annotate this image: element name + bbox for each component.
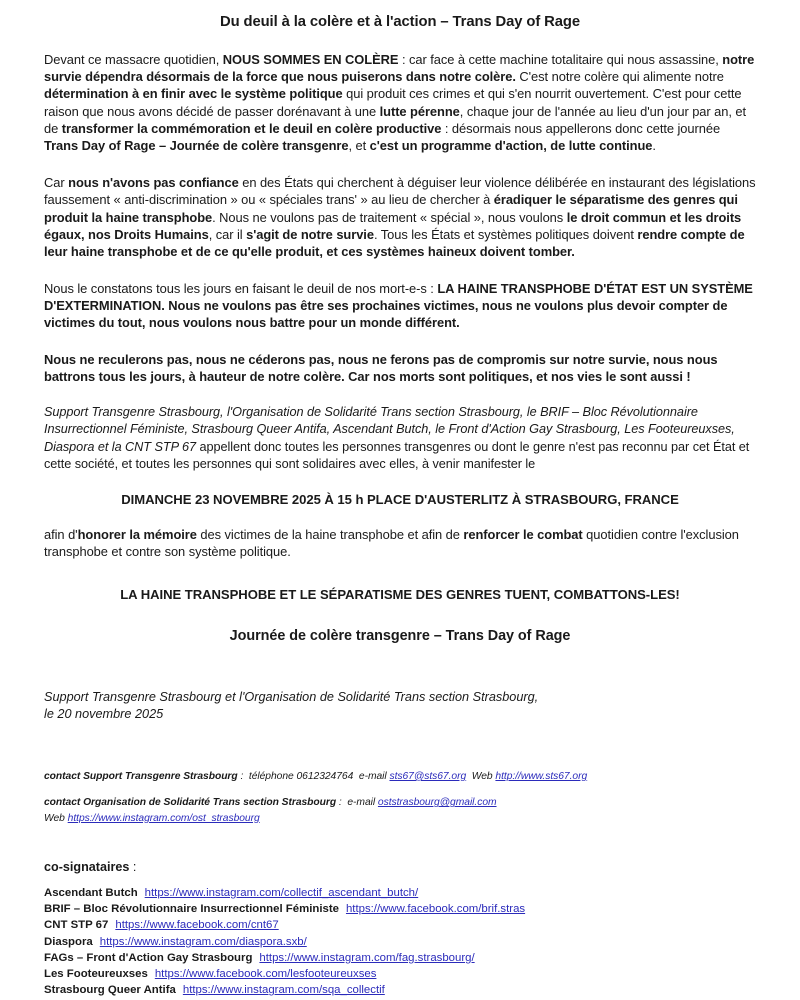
cosignatories-heading-label: co-signataires — [44, 860, 130, 875]
contact-ost-email-link[interactable]: oststrasbourg@gmail.com — [377, 797, 497, 809]
p2-text-5: . Tous les États et systèmes politiques doivent — [373, 226, 638, 242]
p6-text-3: quotidien contre l'exclusion transphobe et contre son système politique. — [44, 527, 739, 560]
contact-ost-colon: : — [336, 797, 342, 809]
contact-sts-email-label: e-mail — [358, 770, 387, 782]
cosignatory-name: Les Footeureuxses — [44, 968, 148, 981]
p2-bold-2: éradiquer le séparatisme des genres qui produit la haine transphobe — [44, 192, 738, 225]
p1-text-7: , et — [348, 138, 370, 154]
contact-sts-web-label: Web — [471, 770, 493, 782]
p1-bold-5: transformer la commémoration et le deuil en colère productive — [61, 121, 442, 137]
cosignatories-list — [44, 885, 756, 998]
p1-text-2: : car face à cette machine totalitaire qui nous assassine, — [398, 51, 723, 67]
p1-text-5: , chaque jour de l'année au lieu d'un jour par an, et de — [44, 103, 747, 137]
list-item — [44, 901, 756, 917]
p6-bold-2: renforcer le combat — [463, 527, 583, 543]
contact-sts-colon: : — [237, 770, 244, 782]
contact-sts — [44, 769, 756, 784]
list-item — [44, 966, 756, 982]
p2-bold-1: nous n'avons pas confiance — [68, 174, 239, 190]
p6-bold-1: honorer la mémoire — [77, 527, 197, 543]
paragraph-haine-etat — [44, 280, 756, 332]
cosignatory-link[interactable]: https://www.instagram.com/diaspora.sxb/ — [99, 935, 307, 948]
p6-text-2: des victimes de la haine transphobe et afin de — [196, 527, 464, 543]
p1-bold-4: lutte pérenne — [379, 103, 460, 119]
p2-text-2: en des États qui cherchent à déguiser leur violence délibérée en instaurant des législations faussement « anti-discrimination » ou « spéciales trans' » au lieu de chercher à — [44, 174, 756, 208]
p1-bold-3: détermination à en finir avec le système politique — [44, 86, 343, 102]
p5-roman-text: appellent donc toutes les personnes transgenres ou dont le genre n'est pas reconnu par cet État et cette société, et toutes les personnes qui sont solidaires avec elles, à venir manifester le — [44, 439, 750, 471]
list-item — [44, 885, 756, 901]
contact-ost-web-label: Web — [44, 812, 65, 824]
p1-bold-6: Trans Day of Rage – Journée de colère transgenre — [44, 138, 349, 154]
cosignatory-name: Ascendant Butch — [44, 887, 138, 900]
cosignatory-link[interactable]: https://www.instagram.com/sqa_collectif — [182, 984, 385, 997]
slogan-line: LA HAINE TRANSPHOBE ET LE SÉPARATISME DES GENRES TUENT, COMBATTONS-LES! — [120, 586, 680, 602]
cosignatories-heading-colon: : — [129, 860, 137, 875]
cosignatory-name: CNT STP 67 — [44, 919, 109, 932]
p3-bold-1: LA HAINE TRANSPHOBE D'ÉTAT EST UN SYSTÈME D'EXTERMINATION. Nous ne voulons pas être ses prochaines victimes, nous ne voulons plus devoir compter de victimes du tout, nous voulons nous battre pour un monde différent. — [44, 280, 753, 331]
p5-italic-orgs: Support Transgenre Strasbourg, l'Organisation de Solidarité Trans section Strasbourg, le BRIF – Bloc Révolutionnaire Insurrectionnel Féministe, Strasbourg Queer Antifa, Ascendant Butch, le Front d'Action Gay Strasbourg, Les Footeureuxses, Diaspora et la CNT STP 67 — [44, 405, 735, 454]
paragraph-honorer-memoire — [44, 526, 756, 561]
p6-text-1: afin d' — [44, 527, 78, 543]
paragraph-appel-colere — [44, 51, 756, 155]
paragraph-etats-confiance — [44, 174, 756, 261]
list-item — [44, 917, 756, 933]
cosignatory-name: BRIF – Bloc Révolutionnaire Insurrectionnel Féministe — [44, 903, 339, 916]
contact-sts-label: contact Support Transgenre Strasbourg — [44, 770, 238, 782]
paragraph-nous-ne-reculerons — [44, 351, 756, 386]
cosignatory-name: Strasbourg Queer Antifa — [44, 984, 176, 997]
list-item — [44, 950, 756, 966]
contact-ost-web-link[interactable]: https://www.instagram.com/ost_strasbourg — [67, 812, 260, 824]
p1-bold-1: NOUS SOMMES EN COLÈRE — [222, 51, 399, 67]
p1-text-1: Devant ce massacre quotidien, — [44, 51, 223, 67]
cosignatory-name: Diaspora — [44, 935, 93, 948]
p2-text-3: . Nous ne voulons pas de traitement « spécial », nous voulons — [212, 209, 567, 225]
cosignatory-link[interactable]: https://www.facebook.com/cnt67 — [115, 919, 279, 932]
p2-text-1: Car — [44, 174, 69, 190]
paragraph-organisations-appel — [44, 404, 756, 473]
contact-sts-email-link[interactable]: sts67@sts67.org — [389, 770, 467, 782]
p2-bold-4: s'agit de notre survie — [246, 226, 374, 242]
p2-bold-3: le droit commun et les droits égaux, nos Droits Humains — [44, 209, 742, 242]
contact-sts-phone-value: 0612324764 — [296, 770, 354, 782]
cosignatory-name: FAGs – Front d'Action Gay Strasbourg — [44, 951, 253, 964]
cosignatory-link[interactable]: https://www.instagram.com/collectif_ascendant_butch/ — [144, 887, 419, 900]
p1-text-4: qui produit ces crimes et qui s'en nourrit ouvertement. C'est pour cette raison que nous avons décidé de passer dorénavant à une — [44, 86, 742, 119]
signature-line-2: le 20 novembre 2025 — [44, 707, 164, 722]
signature-line-1: Support Transgenre Strasbourg et l'Organisation de Solidarité Trans section Strasbourg, — [44, 689, 539, 704]
p1-text-6: : désormais nous appellerons donc cette journée — [441, 121, 721, 137]
p2-text-4: , car il — [208, 226, 247, 242]
list-item — [44, 934, 756, 950]
cosignatory-link[interactable]: https://www.facebook.com/brif.stras — [345, 903, 526, 916]
p1-bold-7: c'est un programme d'action, de lutte continue — [369, 138, 653, 154]
page-title: Du deuil à la colère et à l'action – Trans Day of Rage — [220, 14, 580, 30]
p2-bold-5: rendre compte de leur haine transphobe et de ce qu'elle produit, et ces systèmes haineux doivent tomber. — [44, 226, 745, 260]
contact-ost-email-label: e-mail — [347, 797, 376, 809]
call-to-action-date-place: DIMANCHE 23 NOVEMBRE 2025 À 15 h PLACE D'AUSTERLITZ À STRASBOURG, FRANCE — [121, 492, 679, 508]
p3-text-1: Nous le constatons tous les jours en faisant le deuil de nos mort-e-s : — [44, 280, 438, 296]
contact-ost-label: contact Organisation de Solidarité Trans section Strasbourg — [44, 797, 337, 809]
contact-sts-web-link[interactable]: http://www.sts67.org — [495, 770, 588, 782]
p1-bold-2: notre survie dépendra désormais de la force que nous puiserons dans notre colère. — [44, 51, 755, 85]
contact-sts-phone-label: téléphone — [248, 770, 294, 782]
cosignatory-link[interactable]: https://www.instagram.com/fag.strasbourg/ — [259, 951, 475, 964]
cosignatory-link[interactable]: https://www.facebook.com/lesfooteureuxses — [154, 968, 377, 981]
cosignatories-heading — [44, 860, 756, 874]
subtitle-journee: Journée de colère transgenre – Trans Day of Rage — [229, 627, 571, 644]
list-item — [44, 982, 756, 998]
p4-bold: Nous ne reculerons pas, nous ne céderons pas, nous ne ferons pas de compromis sur notre survie, nous nous battrons tous les jours, à hauteur de notre colère. Car nos morts sont politiques, et nos vies le sont aussi ! — [44, 351, 718, 384]
p1-text-8: . — [652, 138, 656, 154]
contact-ost — [44, 795, 756, 826]
p1-text-3: C'est notre colère qui alimente notre — [515, 69, 724, 85]
